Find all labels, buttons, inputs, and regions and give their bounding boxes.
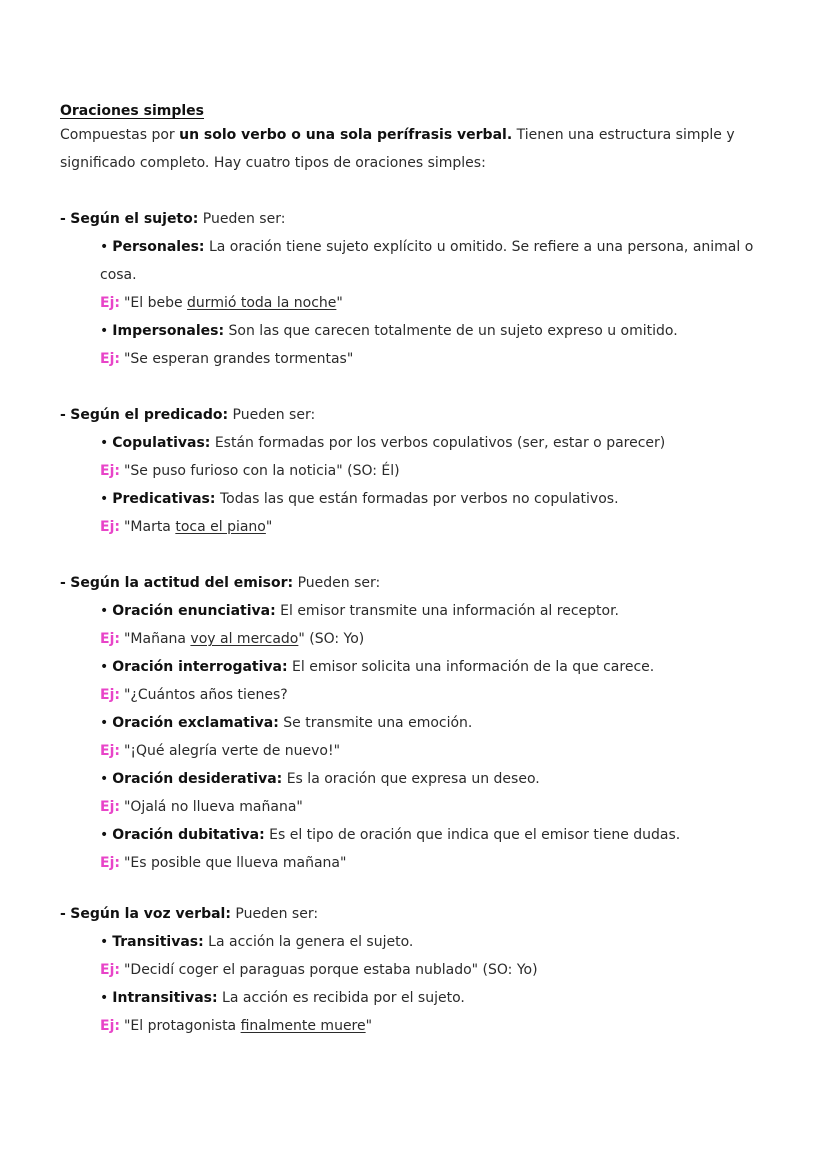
bullet-marker: • [100, 491, 109, 507]
ej-label: Ej: [100, 351, 120, 367]
example-personales: Ej: "El bebe durmió toda la noche" [100, 295, 343, 311]
item-personales: • Personales: La oración tiene sujeto explícito u omitido. Se refiere a una persona, animal o [100, 239, 754, 255]
bullet-marker: • [100, 827, 109, 843]
example-predicativas: Ej: "Marta toca el piano" [100, 519, 273, 535]
dash-marker: - [60, 407, 66, 423]
intro-line-2: significado completo. Hay cuatro tipos de oraciones simples: [60, 155, 486, 171]
section-heading-predicado: - Según el predicado: Pueden ser: [60, 407, 316, 423]
example-exclamativa: Ej: "¡Qué alegría verte de nuevo!" [100, 743, 341, 759]
bullet-marker: • [100, 659, 109, 675]
ej-label: Ej: [100, 962, 120, 978]
bullet-marker: • [100, 934, 109, 950]
bullet-marker: • [100, 435, 109, 451]
ej-label: Ej: [100, 799, 120, 815]
bullet-marker: • [100, 771, 109, 787]
item-enunciativa: • Oración enunciativa: El emisor transmite una información al receptor. [100, 603, 619, 619]
section-heading-sujeto: - Según el sujeto: Pueden ser: [60, 211, 286, 227]
ej-label: Ej: [100, 519, 120, 535]
item-exclamativa: • Oración exclamativa: Se transmite una emoción. [100, 715, 473, 731]
item-personales-cont: cosa. [100, 267, 137, 283]
bullet-marker: • [100, 990, 109, 1006]
bullet-marker: • [100, 603, 109, 619]
item-copulativas: • Copulativas: Están formadas por los verbos copulativos (ser, estar o parecer) [100, 435, 666, 451]
example-copulativas: Ej: "Se puso furioso con la noticia" (SO: Él) [100, 463, 400, 479]
example-intransitivas: Ej: "El protagonista finalmente muere" [100, 1018, 373, 1034]
ej-label: Ej: [100, 743, 120, 759]
section-heading-actitud: - Según la actitud del emisor: Pueden ser: [60, 575, 381, 591]
dash-marker: - [60, 575, 66, 591]
item-predicativas: • Predicativas: Todas las que están formadas por verbos no copulativos. [100, 491, 619, 507]
intro-line-1: Compuestas por un solo verbo o una sola perífrasis verbal. Tienen una estructura simple y [60, 127, 735, 143]
item-intransitivas: • Intransitivas: La acción es recibida por el sujeto. [100, 990, 465, 1006]
ej-label: Ej: [100, 463, 120, 479]
example-impersonales: Ej: "Se esperan grandes tormentas" [100, 351, 354, 367]
page-title: Oraciones simples [60, 103, 205, 119]
bullet-marker: • [100, 715, 109, 731]
ej-label: Ej: [100, 631, 120, 647]
item-desiderativa: • Oración desiderativa: Es la oración que expresa un deseo. [100, 771, 540, 787]
ej-label: Ej: [100, 1018, 120, 1034]
example-enunciativa: Ej: "Mañana voy al mercado" (SO: Yo) [100, 631, 365, 647]
dash-marker: - [60, 211, 66, 227]
item-impersonales: • Impersonales: Son las que carecen totalmente de un sujeto expreso u omitido. [100, 323, 678, 339]
ej-label: Ej: [100, 295, 120, 311]
example-transitivas: Ej: "Decidí coger el paraguas porque estaba nublado" (SO: Yo) [100, 962, 538, 978]
example-desiderativa: Ej: "Ojalá no llueva mañana" [100, 799, 303, 815]
dash-marker: - [60, 906, 66, 922]
item-interrogativa: • Oración interrogativa: El emisor solicita una información de la que carece. [100, 659, 655, 675]
ej-label: Ej: [100, 855, 120, 871]
bullet-marker: • [100, 239, 109, 255]
item-transitivas: • Transitivas: La acción la genera el sujeto. [100, 934, 414, 950]
item-dubitativa: • Oración dubitativa: Es el tipo de oración que indica que el emisor tiene dudas. [100, 827, 681, 843]
ej-label: Ej: [100, 687, 120, 703]
intro-highlight: un solo verbo o una sola perífrasis verbal. [179, 127, 513, 143]
example-dubitativa: Ej: "Es posible que llueva mañana" [100, 855, 347, 871]
example-interrogativa: Ej: "¿Cuántos años tienes? [100, 687, 288, 703]
section-heading-voz: - Según la voz verbal: Pueden ser: [60, 906, 319, 922]
bullet-marker: • [100, 323, 109, 339]
